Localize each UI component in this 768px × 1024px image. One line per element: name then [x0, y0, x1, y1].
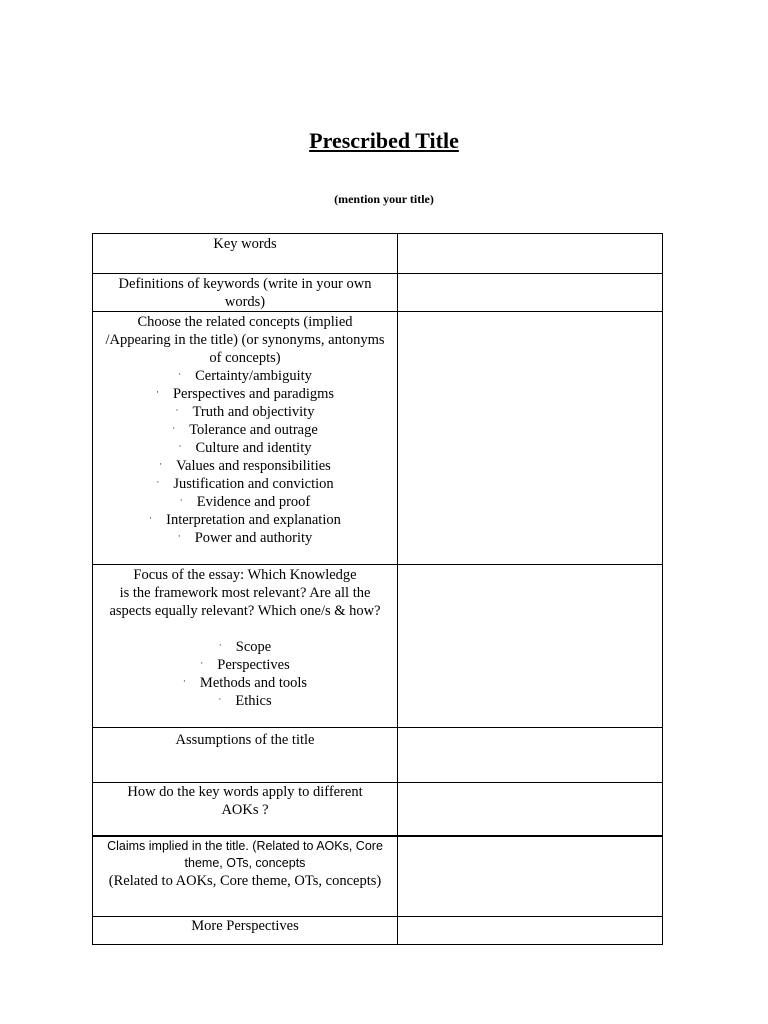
definitions-label-line: words): [224, 294, 266, 310]
key-words-aoks-line: AOKs ?: [221, 802, 269, 818]
label-cell: [93, 917, 398, 945]
concept-item: · Certainty/ambiguity: [93, 367, 397, 385]
focus-intro-line: aspects equally relevant? Which one/s & how?: [109, 603, 381, 619]
bullet-icon: ·: [149, 513, 153, 523]
concept-item: · Power and authority: [93, 529, 397, 547]
table-row: [93, 565, 663, 728]
more-perspectives-label: More Perspectives: [191, 918, 299, 934]
bullet-icon: ·: [218, 640, 222, 650]
answer-cell-concepts[interactable]: [398, 312, 663, 565]
key-words-aoks-line: How do the key words apply to different: [127, 784, 363, 800]
bullet-icon: ·: [178, 441, 182, 451]
label-cell: [93, 565, 398, 728]
concepts-intro-line: Choose the related concepts (implied: [137, 314, 353, 330]
answer-cell-key-words[interactable]: [398, 234, 663, 274]
table-row: [93, 234, 663, 274]
bullet-icon: ·: [178, 369, 182, 379]
focus-intro-line: Focus of the essay: Which Knowledge: [133, 567, 357, 583]
focus-item: · Ethics: [93, 692, 397, 710]
answer-cell-aoks[interactable]: [398, 783, 663, 836]
claims-serif-line: (Related to AOKs, Core theme, OTs, concepts): [108, 872, 382, 889]
concept-item: · Interpretation and explanation: [93, 511, 397, 529]
bullet-icon: ·: [177, 531, 181, 541]
concept-item: · Justification and conviction: [93, 475, 397, 493]
label-cell: [93, 234, 398, 274]
page-subtitle: (mention your title): [334, 192, 434, 206]
table-row: [93, 312, 663, 565]
worksheet-table: [92, 233, 663, 945]
label-cell: [93, 728, 398, 783]
concept-item: · Truth and objectivity: [93, 403, 397, 421]
bullet-icon: ·: [182, 676, 186, 686]
focus-item: · Perspectives: [93, 656, 397, 674]
table-row: [93, 783, 663, 836]
bullet-icon: ·: [159, 459, 163, 469]
answer-cell-claims[interactable]: [398, 836, 663, 917]
concept-item: · Evidence and proof: [93, 493, 397, 511]
claims-sans-line: theme, OTs, concepts: [184, 855, 306, 870]
page-title: Prescribed Title: [309, 128, 459, 153]
table-row: [93, 274, 663, 312]
concept-item: · Values and responsibilities: [93, 457, 397, 475]
table-row: [93, 917, 663, 945]
label-cell: [93, 312, 398, 565]
key-words-label: Key words: [213, 236, 277, 252]
bullet-icon: ·: [156, 477, 160, 487]
claims-sans-line: Claims implied in the title. (Related to AOKs, Core: [107, 838, 383, 853]
focus-item: · Methods and tools: [93, 674, 397, 692]
concepts-intro-line: /Appearing in the title) (or synonyms, antonyms: [105, 332, 385, 348]
answer-cell-more-perspectives[interactable]: [398, 917, 663, 945]
label-cell: [93, 836, 398, 917]
concept-item: · Tolerance and outrage: [93, 421, 397, 439]
bullet-icon: ·: [175, 405, 179, 415]
answer-cell-assumptions[interactable]: [398, 728, 663, 783]
definitions-label-line: Definitions of keywords (write in your own: [118, 276, 372, 292]
table-row: [93, 836, 663, 917]
concept-item: · Perspectives and paradigms: [93, 385, 397, 403]
label-cell: [93, 274, 398, 312]
focus-item: · Scope: [93, 638, 397, 656]
concepts-intro-line: of concepts): [209, 350, 281, 366]
concept-item: · Culture and identity: [93, 439, 397, 457]
label-cell: [93, 783, 398, 836]
answer-cell-focus[interactable]: [398, 565, 663, 728]
answer-cell-definitions[interactable]: [398, 274, 663, 312]
bullet-icon: ·: [218, 694, 222, 704]
assumptions-label: Assumptions of the title: [175, 732, 315, 748]
table-row: [93, 728, 663, 783]
bullet-icon: ·: [155, 387, 159, 397]
bullet-icon: ·: [179, 495, 183, 505]
bullet-icon: ·: [200, 658, 204, 668]
bullet-icon: ·: [172, 423, 176, 433]
focus-intro-line: is the framework most relevant? Are all the: [119, 585, 371, 601]
